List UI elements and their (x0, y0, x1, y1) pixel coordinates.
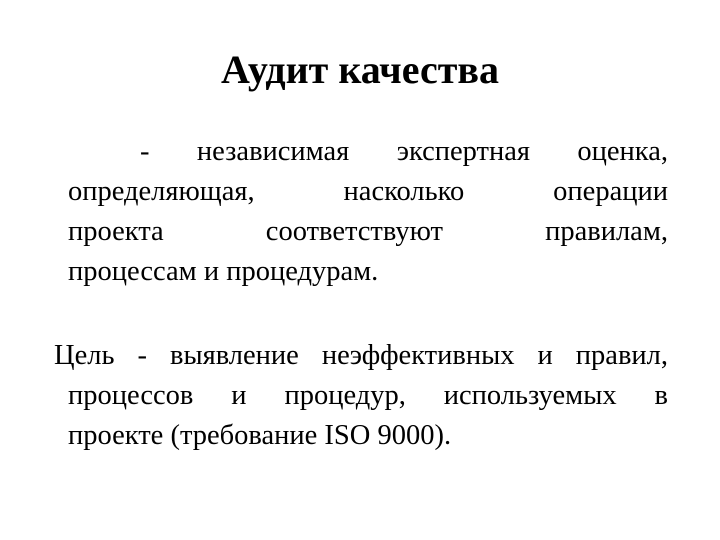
definition-line: процессам и процедурам. (68, 256, 379, 287)
goal-line: проекте (требование ISO 9000). (68, 420, 452, 451)
definition-paragraph (68, 132, 668, 292)
goal-paragraph (54, 336, 668, 456)
definition-line: определяющая, насколько операции (68, 176, 668, 207)
goal-line: Цель - выявление неэффективных и правил, (54, 340, 668, 371)
definition-line: проекта соответствуют правилам, (68, 216, 668, 247)
definition-line: - независимая экспертная оценка, (140, 136, 668, 167)
goal-line: процессов и процедур, используемых в (68, 380, 668, 411)
slide-title: Аудит качества (221, 47, 499, 92)
